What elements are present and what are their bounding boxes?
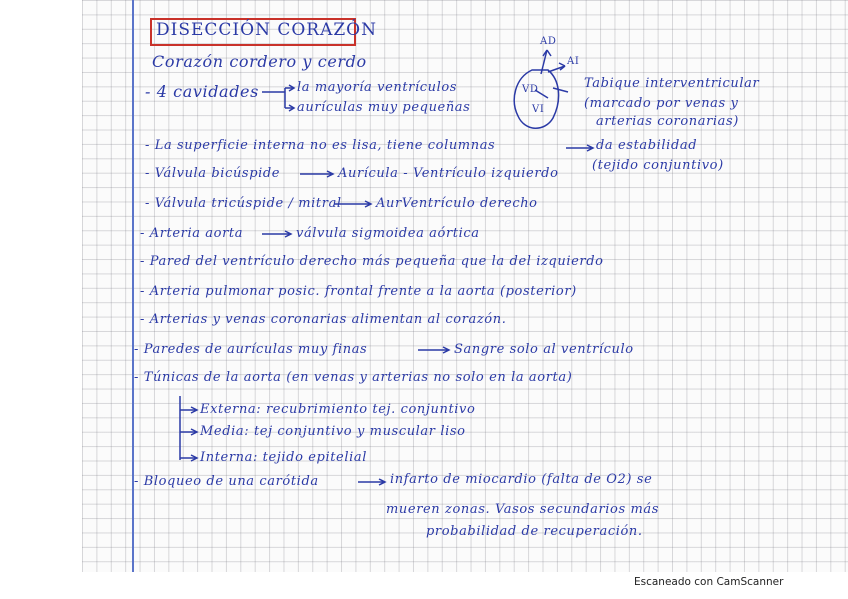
note-line: (tejido conjuntivo): [592, 158, 724, 173]
note-line: - Paredes de aurículas muy finas: [134, 342, 368, 357]
diagram-label-ad: AD: [540, 36, 557, 47]
note-line: infarto de miocardio (falta de O2) se: [390, 472, 653, 487]
note-line: - Arteria pulmonar posic. frontal frente a la aorta (posterior): [140, 284, 577, 299]
diagram-note-1: Tabique interventricular: [584, 76, 760, 91]
diagram-note-3: arterias coronarias): [596, 114, 739, 129]
note-line: - 4 cavidades: [145, 82, 259, 101]
note-line: - Pared del ventrículo derecho más pequeña que la del izquierdo: [140, 254, 604, 269]
scanner-watermark: Escaneado con CamScanner: [634, 576, 784, 588]
note-line: la mayoría ventrículos: [297, 80, 458, 95]
diagram-label-vi: VI: [532, 104, 545, 115]
diagram-label-vd: VD: [522, 84, 539, 95]
note-line: válvula sigmoidea aórtica: [296, 226, 480, 241]
note-line: - Arteria aorta: [140, 226, 244, 241]
note-line: da estabilidad: [596, 138, 698, 153]
note-line: probabilidad de recuperación.: [426, 524, 643, 539]
subtitle: Corazón cordero y cerdo: [152, 52, 367, 71]
note-line: - Bloqueo de una carótida: [134, 474, 319, 489]
diagram-label-ai: AI: [567, 56, 580, 67]
diagram-note-2: (marcado por venas y: [584, 96, 739, 111]
note-line: - Túnicas de la aorta (en venas y arterias no solo en la aorta): [134, 370, 573, 385]
note-line: mueren zonas. Vasos secundarios más: [386, 502, 660, 517]
note-line: AurVentrículo derecho: [376, 196, 538, 211]
note-line: Sangre solo al ventrículo: [454, 342, 634, 357]
page-title: DISECCIÓN CORAZÓN: [156, 20, 377, 40]
note-line: Externa: recubrimiento tej. conjuntivo: [200, 402, 476, 417]
note-line: aurículas muy pequeñas: [297, 100, 471, 115]
note-line: - Válvula bicúspide: [145, 166, 281, 181]
note-line: - Válvula tricúspide / mitral: [145, 196, 342, 211]
note-line: - Arterias y venas coronarias alimentan al corazón.: [140, 312, 507, 327]
note-line: Media: tej conjuntivo y muscular liso: [200, 424, 466, 439]
note-line: - La superficie interna no es lisa, tiene columnas: [145, 138, 496, 153]
note-line: Aurícula - Ventrículo izquierdo: [338, 166, 559, 181]
note-line: Interna: tejido epitelial: [200, 450, 367, 465]
